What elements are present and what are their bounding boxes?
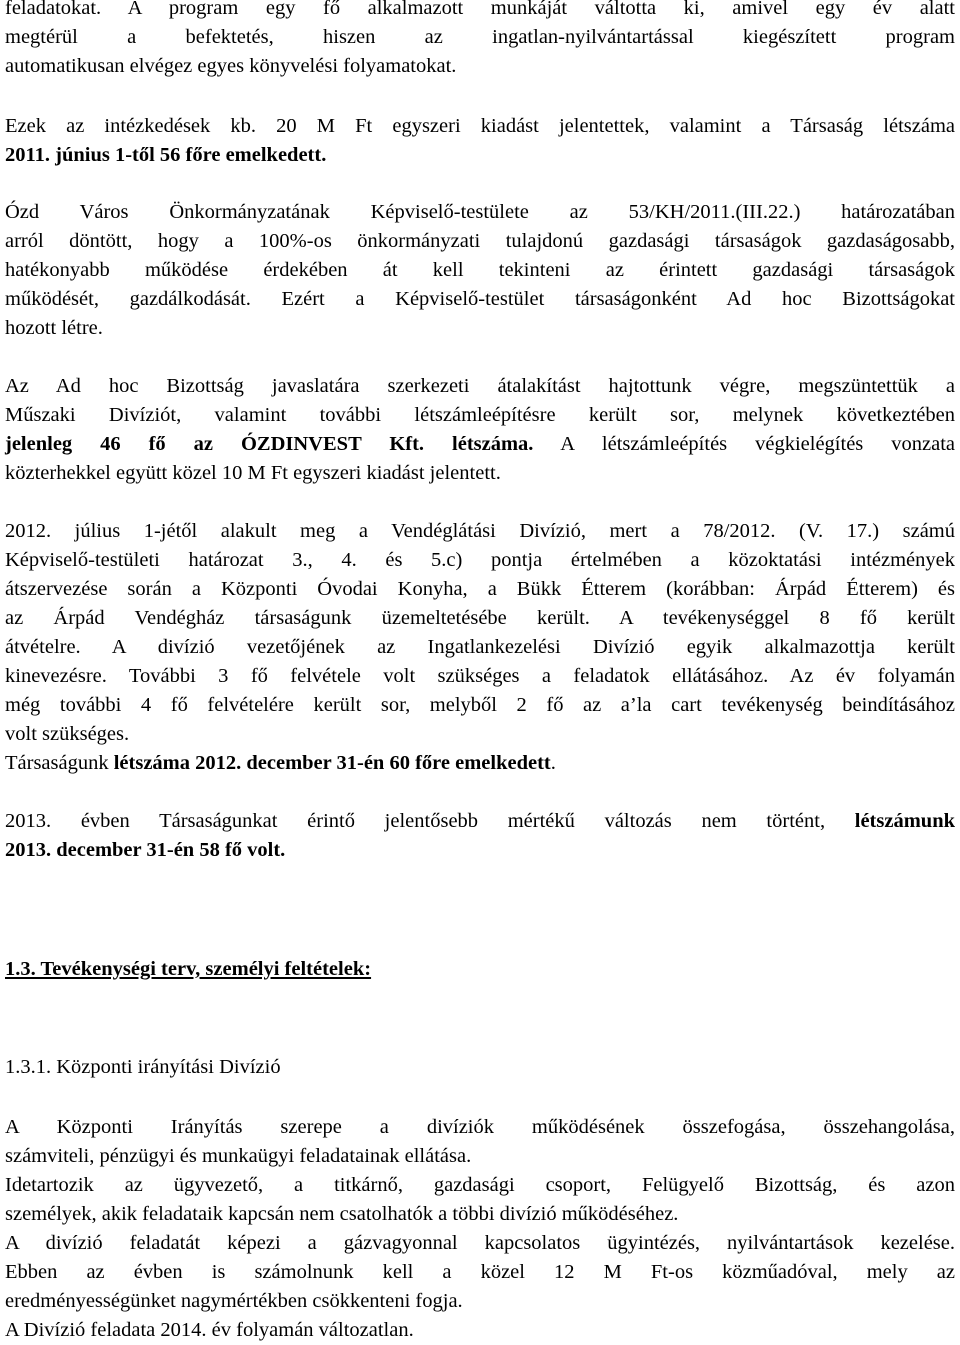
text-line: személyek, akik feladataik kapcsán nem csatolhatók a többi divízió működéséhez.	[5, 1203, 679, 1225]
text-line: hozott létre.	[5, 317, 103, 339]
text-line: átvételre. A divízió vezetőjének az Ingatlankezelési Divízió egyik alkalmazottja került	[5, 636, 955, 658]
text-span: 2013. évben Társaságunkat érintő jelentősebb mértékű változás nem történt,	[5, 810, 855, 832]
text-line: átszervezése során a Központi Óvodai Konyha, a Bükk Étterem (korábban: Árpád Étterem) és	[5, 578, 955, 600]
bold-text: 2013. december 31-én 58 fő volt.	[5, 839, 286, 861]
bold-text: létszámunk	[854, 810, 955, 832]
text-line	[5, 430, 955, 459]
text-line	[5, 749, 955, 778]
text-line: A Központi Irányítás szerepe a divíziók működésének összefogása, összehangolása,	[5, 1116, 955, 1138]
text-line: volt szükséges.	[5, 723, 130, 745]
text-line: A divízió feladatát képezi a gázvagyonnal kapcsolatos ügyintézés, nyilvántartások kezelése.	[5, 1232, 955, 1254]
text-line: működését, gazdálkodását. Ezért a Képviselő-testület társaságonként Ad hoc Bizottságokat	[5, 288, 955, 310]
section-heading: 1.3. Tevékenységi terv, személyi feltételek:	[5, 958, 372, 980]
text-line: automatikusan elvégez egyes könyvelési folyamatokat.	[5, 55, 457, 77]
text-line: Ebben az évben is számolnunk kell a közel 12 M Ft-os közműadóval, mely az	[5, 1261, 955, 1283]
paragraph-2013	[5, 807, 955, 865]
text-line: számviteli, pénzügyi és munkaügyi feladatainak ellátása.	[5, 1145, 472, 1167]
bold-text: jelenleg 46 fő az ÓZDINVEST Kft. létszáma.	[5, 433, 534, 455]
paragraph-council-decision	[5, 198, 955, 343]
text-line: A Divízió feladata 2014. év folyamán változatlan.	[5, 1319, 414, 1341]
text-line: közterhekkel együtt közel 10 M Ft egyszeri kiadást jelentett.	[5, 462, 501, 484]
text-line: Ózd Város Önkormányzatának Képviselő-testülete az 53/KH/2011.(III.22.) határozatában	[5, 201, 955, 223]
text-line: eredményességünket nagymértékben csökkenteni fogja.	[5, 1290, 463, 1312]
bold-text: létszáma 2012. december 31-én 60 főre emelkedett	[113, 752, 551, 774]
text-line	[5, 807, 955, 836]
text-span: A létszámleépítés végkielégítés vonzata	[533, 433, 955, 455]
subsection-heading: 1.3.1. Központi irányítási Divízió	[5, 1056, 281, 1078]
text-line: Képviselő-testületi határozat 3., 4. és 5.c) pontja értelmében a közoktatási intézmények	[5, 549, 955, 571]
paragraph-hospitality-division	[5, 517, 955, 778]
text-span: .	[550, 752, 556, 774]
text-line: Idetartozik az ügyvezető, a titkárnő, gazdasági csoport, Felügyelő Bizottság, és azon	[5, 1174, 955, 1196]
paragraph-restructuring	[5, 372, 955, 488]
text-line: hatékonyabb működése érdekében át kell tekinteni az érintett gazdasági társaságok	[5, 259, 955, 281]
text-line: 2012. július 1-jétől alakult meg a Vendéglátási Divízió, mert a 78/2012. (V. 17.) számú	[5, 520, 955, 542]
text-line: kinevezésre. További 3 fő felvétele volt szükséges a feladatok ellátásához. Az év folyamán	[5, 665, 955, 687]
text-span: Társaságunk	[5, 752, 114, 774]
paragraph-measures	[5, 112, 955, 170]
text-line: arról döntött, hogy a 100%-os önkormányzati tulajdonú gazdasági társaságok gazdaságosabb,	[5, 230, 955, 252]
text-line: feladatokat. A program egy fő alkalmazott munkáját váltotta ki, amivel egy év alatt	[5, 0, 955, 19]
paragraph-intro	[5, 0, 955, 81]
text-line: Az Ad hoc Bizottság javaslatára szerkezeti átalakítást hajtottunk végre, megszüntettük a	[5, 375, 955, 397]
text-line: még további 4 fő felvételére került sor, melyből 2 fő az a’la cart tevékenység beindításához	[5, 694, 955, 716]
text-line: megtérül a befektetés, hiszen az ingatlan-nyilvántartással kiegészített program	[5, 26, 955, 48]
text-line: az Árpád Vendégház társaságunk üzemeltetésébe került. A tevékenységgel 8 fő került	[5, 607, 955, 629]
text-line: Műszaki Divíziót, valamint további létszámleépítésre került sor, melynek következtében	[5, 404, 955, 426]
paragraph-central-management	[5, 1113, 955, 1345]
bold-text: 2011. június 1-től 56 főre emelkedett.	[5, 144, 327, 166]
text-line: Ezek az intézkedések kb. 20 M Ft egyszeri kiadást jelentettek, valamint a Társaság létszáma	[5, 115, 955, 137]
